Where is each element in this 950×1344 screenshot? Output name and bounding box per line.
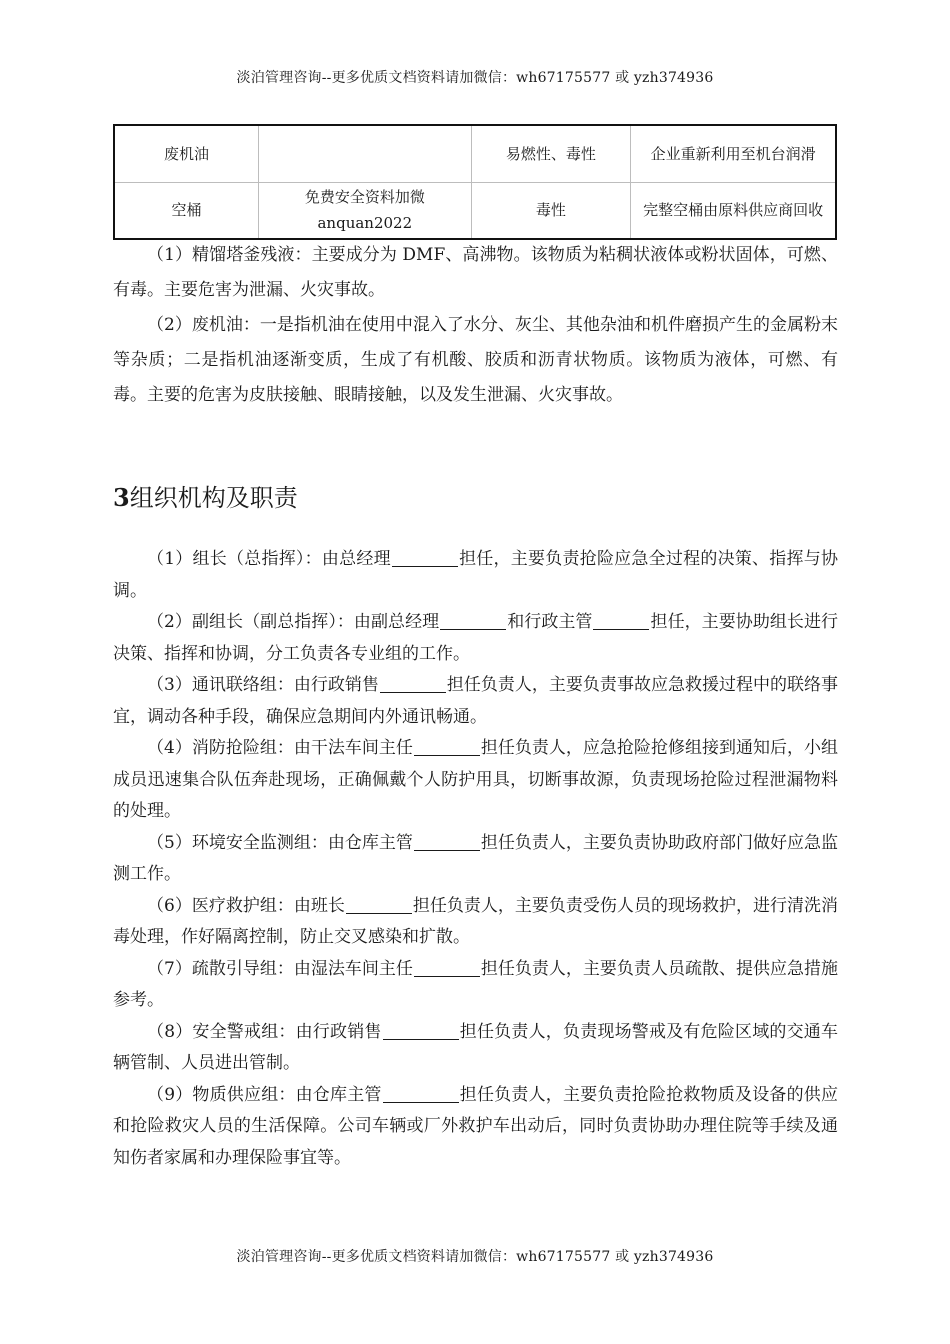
role-text: 担任负责人，负责现场警戒及有危险区域的交通车辆管制、人员进出管制。 — [113, 1021, 838, 1073]
role-text: （8）安全警戒组：由行政销售 — [147, 1021, 382, 1042]
fill-blank — [593, 612, 649, 630]
role-text: 担任负责人，应急抢险抢修组接到通知后，小组成员迅速集合队伍奔赴现场，正确佩戴个人防护用具，切断事故源，负责现场抢险过程泄漏物料的处理。 — [113, 738, 838, 821]
fill-blank — [380, 675, 446, 693]
component-cell — [259, 182, 472, 239]
fill-blank — [383, 1022, 459, 1040]
waste-name-cell: 空桶 — [114, 182, 259, 239]
role-text: 担任负责人，主要负责协助政府部门做好应急监测工作。 — [113, 832, 838, 884]
hazard-cell: 易燃性、毒性 — [471, 125, 631, 182]
paragraph: （2）废机油：一是指机油在使用中混入了水分、灰尘、其他杂油和机件磨损产生的金属粉末等杂质；二是指机油逐渐变质，生成了有机酸、胶质和沥青状物质。该物质为液体，可燃、有毒。主要的危害为皮肤接触、眼睛接触，以及发生泄漏、火灾事故。 — [113, 315, 838, 405]
role-item — [113, 1080, 838, 1175]
role-item — [113, 1017, 838, 1080]
disposal-cell: 企业重新利用至机台润滑 — [631, 125, 836, 182]
role-text: （9）物质供应组：由仓库主管 — [147, 1084, 382, 1105]
waste-name-cell: 废机油 — [114, 125, 259, 182]
role-item — [113, 954, 838, 1017]
role-item — [113, 544, 838, 607]
section-title: 组织机构及职责 — [129, 484, 298, 512]
fill-blank — [383, 1085, 459, 1103]
role-text: （1）组长（总指挥）：由总经理 — [147, 549, 391, 569]
roles-list — [113, 544, 838, 1174]
component-cell — [259, 125, 472, 182]
fill-blank — [346, 896, 412, 914]
role-text: （6）医疗救护组：由班长 — [147, 895, 345, 916]
role-item — [113, 828, 838, 891]
role-text: 担任，主要协助组长进行决策、指挥和协调，分工负责各专业组的工作。 — [113, 612, 839, 664]
role-text: 担任，主要负责抢险应急全过程的决策、指挥与协调。 — [113, 549, 838, 601]
fill-blank — [414, 833, 480, 851]
role-text: 和行政主管 — [507, 612, 593, 632]
fill-blank — [414, 738, 480, 756]
role-text: （5）环境安全监测组：由仓库主管 — [147, 832, 413, 853]
waste-hazard-table — [113, 124, 837, 240]
section-heading — [113, 481, 298, 515]
component-line: anquan2022 — [317, 214, 413, 233]
fill-blank — [440, 612, 506, 630]
role-item — [113, 733, 838, 828]
component-line: 免费安全资料加微 — [304, 188, 425, 207]
table-row — [114, 125, 836, 182]
role-text: 担任负责人，主要负责抢险抢救物质及设备的供应和抢险救灾人员的生活保障。公司车辆或厂外救护车出动后，同时负责协助办理住院等手续及通知伤者家属和办理保险事宜等。 — [113, 1084, 838, 1168]
disposal-cell: 完整空桶由原料供应商回收 — [631, 182, 836, 239]
paragraph: （1）精馏塔釜残液：主要成分为 DMF、高沸物。该物质为粘稠状液体或粉状固体，可燃、有毒。主要危害为泄漏、火灾事故。 — [113, 245, 838, 300]
role-text: 担任负责人，主要负责事故应急救援过程中的联络事宜，调动各种手段，确保应急期间内外通讯畅通。 — [113, 675, 838, 727]
page-footer: 淡泊管理咨询--更多优质文档资料请加微信：wh67175577 或 yzh374936 — [236, 1249, 714, 1265]
role-text: 担任负责人，主要负责受伤人员的现场救护，进行清洗消毒处理，作好隔离控制，防止交叉感染和扩散。 — [113, 895, 838, 947]
section-number: 3 — [113, 483, 130, 512]
role-item — [113, 607, 838, 670]
role-text: （4）消防抢险组：由干法车间主任 — [147, 738, 413, 758]
fill-blank — [414, 959, 480, 977]
role-text: 担任负责人，主要负责人员疏散、提供应急措施参考。 — [113, 958, 838, 1010]
table-row — [114, 182, 836, 239]
hazard-description — [113, 238, 838, 413]
role-item — [113, 670, 838, 733]
role-item — [113, 891, 838, 954]
hazard-cell: 毒性 — [471, 182, 631, 239]
role-text: （2）副组长（副总指挥）：由副总经理 — [147, 612, 440, 632]
fill-blank — [392, 549, 458, 567]
page-header: 淡泊管理咨询--更多优质文档资料请加微信：wh67175577 或 yzh374936 — [236, 70, 714, 86]
role-text: （7）疏散引导组：由湿法车间主任 — [147, 958, 413, 979]
role-text: （3）通讯联络组：由行政销售 — [147, 675, 379, 695]
